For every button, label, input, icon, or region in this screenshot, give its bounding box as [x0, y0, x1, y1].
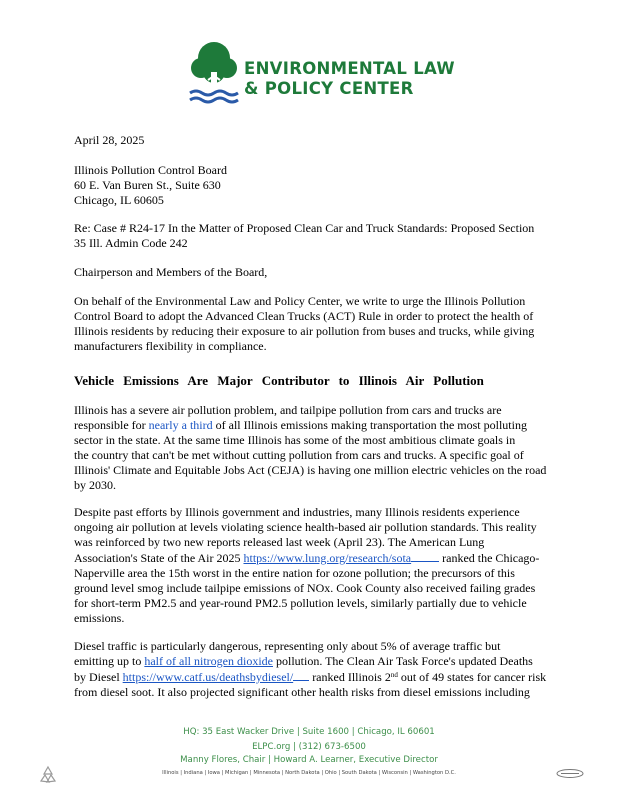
intro-paragraph: On behalf of the Environmental Law and Policy Center, we write to urge the Illinois Pollution Control Board to adopt the Advanced Clean Trucks (ACT) Rule in order to protect the health of Illinois residents by reducing their exposure to air pollution from buses and trucks, while giving manufacturers flexibility in compliance. — [74, 294, 535, 353]
letter-date: April 28, 2025 — [74, 133, 145, 147]
logo-line-1: ENVIRONMENTAL LAW — [244, 59, 455, 78]
nitrogen-dioxide-link[interactable]: half of all nitrogen dioxide — [144, 654, 273, 668]
paragraph-1: Illinois has a severe air pollution problem, and tailpipe pollution from cars and trucks are responsible for nearly a third of all Illinois emissions making transportation the most polluting sector in the state. At the same time Illinois has some of the most ambitious climate goals in the country that can't be met without cutting pollution from cars and trucks. A specific goal of Illinois' Climate and Equitable Jobs Act (CEJA) is having one million electric vehicles on the road by 2030. — [74, 403, 547, 492]
footer-web: ELPC.org | (312) 673-6500 — [252, 742, 366, 752]
logo-line-2: & POLICY CENTER — [244, 79, 414, 98]
section-heading: Vehicle Emissions Are Major Contributor to Illinois Air Pollution — [74, 373, 484, 388]
re-subject: Re: Case # R24-17 In the Matter of Proposed Clean Car and Truck Standards: Proposed Section 35 Ill. Admin Code 242 — [74, 221, 535, 250]
address-line: 60 E. Van Buren St., Suite 630 — [74, 178, 221, 192]
paragraph-3: Diesel traffic is particularly dangerous, representing only about 5% of average traffic but emitting up to half of all nitrogen dioxide pollution. The Clean Air Task Force's updated Deaths by Diesel https://www.catf.us/deathsbydiesel/ ranked Illinois 2nd out of 49 states for cancer risk from diesel soot. It also projected significant other health risks from diesel emissions including — [74, 639, 547, 699]
tree-logo-icon — [186, 38, 242, 108]
elpc-logo — [186, 38, 455, 110]
logo-wordmark — [244, 59, 455, 99]
paragraph-2: Despite past efforts by Illinois government and industries, many Illinois residents experience ongoing air pollution at levels violating science health-based air pollution standards. This reality was reinforced by two new reports released last week (April 23). The American Lung Association's State of the Air 2025 https://www.lung.org/research/sota ranked the Chicago- Naperville area the 15th worst in the entire nation for ozone pollution; the precursors of this ground level smog include tailpipe emissions of NOx. Cook County also received failing grades for short-term PM2.5 and year-round PM2.5 pollution levels, similarly partially due to vehicle emissions. — [74, 505, 540, 625]
address-line: Illinois Pollution Control Board — [74, 163, 228, 177]
nearly-a-third-link[interactable]: nearly a third — [148, 418, 213, 432]
catf-link[interactable]: https://www.catf.us/deathsbydiesel/ — [122, 670, 294, 684]
salutation: Chairperson and Members of the Board, — [74, 265, 268, 279]
recycle-icon — [38, 765, 58, 785]
footer-states: Illinois | Indiana | Iowa | Michigan | Minnesota | North Dakota | Ohio | South Dakota | Wisconsin | Washington D.C. — [162, 770, 456, 776]
address-line: Chicago, IL 60605 — [74, 193, 164, 207]
recipient-address — [74, 163, 554, 208]
footer-hq: HQ: 35 East Wacker Drive | Suite 1600 | Chicago, IL 60601 — [183, 727, 435, 737]
lung-org-link[interactable]: https://www.lung.org/research/sota — [243, 551, 412, 565]
union-bug-icon — [556, 769, 584, 778]
footer-chairs: Manny Flores, Chair | Howard A. Learner, Executive Director — [180, 755, 438, 765]
